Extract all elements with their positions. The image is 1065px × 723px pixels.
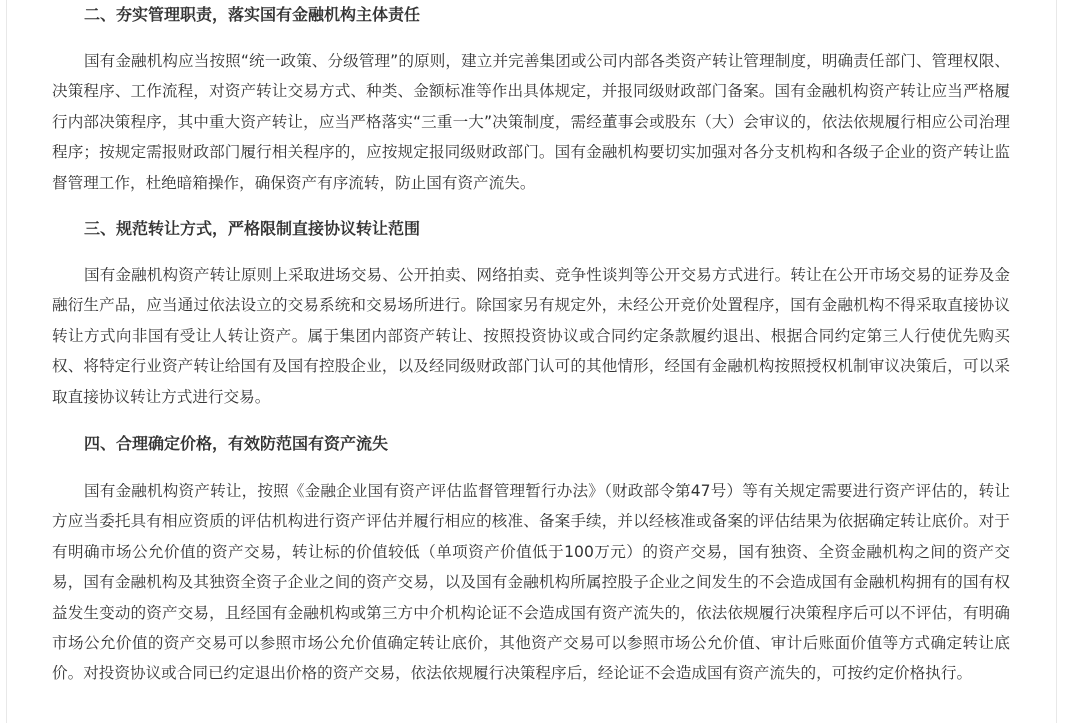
section-paragraph-2: 国有金融机构应当按照“统一政策、分级管理”的原则，建立并完善集团或公司内部各类资产转让管理制度，明确责任部门、管理权限、决策程序、工作流程，对资产转让交易方式、种类、金额标准等作出具体规定，并报同级财政部门备案。国有金融机构资产转让应当严格履行内部决策程序，其中重大资产转让，应当严格落实“三重一大”决策制度，需经董事会或股东（大）会审议的，依法依规履行相应公司治理程序；按规定需报财政部门履行相关程序的，应按规定报同级财政部门。国有金融机构要切实加强对各分支机构和各级子企业的资产转让监督管理工作，杜绝暗箱操作，确保资产有序流转，防止国有资产流失。 [52, 52, 1010, 192]
section-heading-4: 四、合理确定价格，有效防范国有资产流失 [84, 434, 389, 453]
section-heading-3: 三、规范转让方式，严格限制直接协议转让范围 [84, 219, 421, 238]
section-paragraph-3: 国有金融机构资产转让原则上采取进场交易、公开拍卖、网络拍卖、竞争性谈判等公开交易方式进行。转让在公开市场交易的证券及金融衍生产品，应当通过依法设立的交易系统和交易场所进行。除国家另有规定外，未经公开竞价处置程序，国有金融机构不得采取直接协议转让方式向非国有受让人转让资产。属于集团内部资产转让、按照投资协议或合同约定条款履约退出、根据合同约定第三人行使优先购买权、将特定行业资产转让给国有及国有控股企业，以及经同级财政部门认可的其他情形，经国有金融机构按照授权机制审议决策后，可以采取直接协议转让方式进行交易。 [52, 266, 1010, 406]
section-heading-2: 二、夯实管理职责，落实国有金融机构主体责任 [84, 5, 421, 24]
section-paragraph-4: 国有金融机构资产转让，按照《金融企业国有资产评估监督管理暂行办法》（财政部令第47号）等有关规定需要进行资产评估的，转让方应当委托具有相应资质的评估机构进行资产评估并履行相应的核准、备案手续，并以经核准或备案的评估结果为依据确定转让底价。对于有明确市场公允价值的资产交易，转让标的价值较低（单项资产价值低于100万元）的资产交易，国有独资、全资金融机构之间的资产交易，国有金融机构及其独资全资子企业之间的资产交易，以及国有金融机构所属控股子企业之间发生的不会造成国有金融机构拥有的国有权益发生变动的资产交易，且经国有金融机构或第三方中介机构论证不会造成国有资产流失的，依法依规履行决策程序后可以不评估，有明确市场公允价值的资产交易可以参照市场公允价值确定转让底价，其他资产交易可以参照市场公允价值、审计后账面价值等方式确定转让底价。对投资协议或合同已约定退出价格的资产交易，依法依规履行决策程序后，经论证不会造成国有资产流失的，可按约定价格执行。 [52, 482, 1010, 683]
